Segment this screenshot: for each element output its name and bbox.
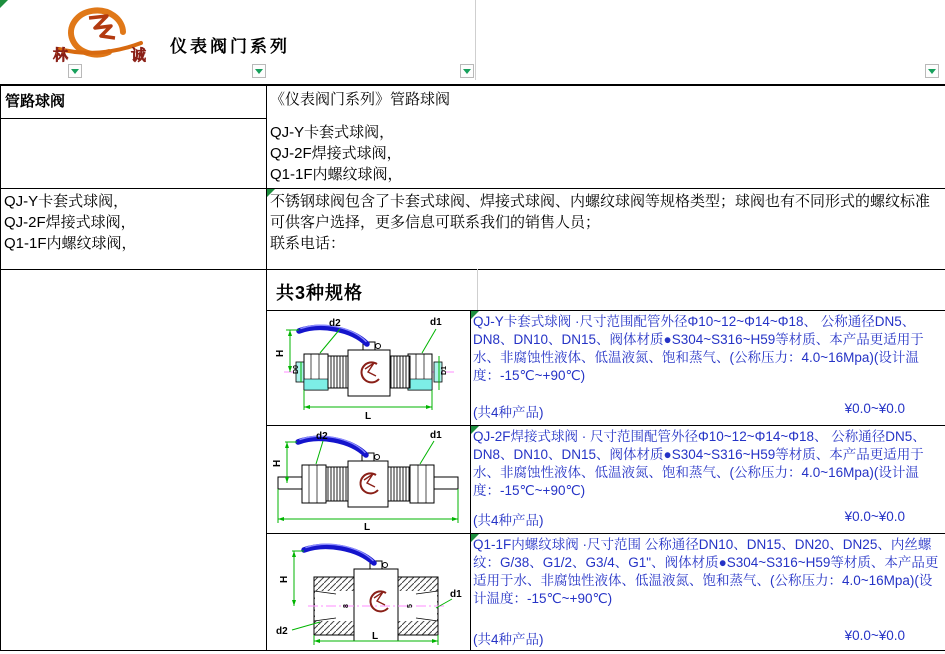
chevron-down-icon <box>255 69 263 74</box>
product-drawing-threaded <box>270 535 466 653</box>
page-title: 仪表阀门系列 <box>170 37 290 56</box>
product-name: QJ-2F焊接式球阀 <box>473 429 579 444</box>
variant-count: (共4种产品) <box>473 513 544 528</box>
chevron-down-icon <box>71 69 79 74</box>
valve-handle <box>298 438 366 455</box>
filter-dropdown-button-b[interactable] <box>252 64 266 78</box>
grid-line <box>0 650 945 651</box>
contact-label: 联系电话： <box>270 235 346 252</box>
cell-corner-marker <box>0 0 8 8</box>
grid-line <box>0 84 945 86</box>
price-range: ¥0.0~¥0.0 <box>844 509 905 524</box>
product-specs: ·尺寸范围 公称通径DN10、DN15、DN20、DN25、内丝螺纹：G/38、G1/2、G3/4、G1"、阀体材质●S304~S316~H59等材质、本产品更适用于水、非腐蚀性液体、低温液氮、饱和蒸气、(公称压力：4.0~16Mpa)(设计温度：-15℃~+90℃) <box>473 537 939 606</box>
dim-label-D1: D1 <box>441 366 448 375</box>
description-text: 不锈钢球阀包含了卡套式球阀、焊接式球阀、内螺纹球阀等规格类型；球阀也有不同形式的螺纹标准可供客户选择，更多信息可联系我们的销售人员； <box>270 193 931 231</box>
product-footer-3 <box>473 628 905 648</box>
logo-char-right: 诚 <box>131 47 147 64</box>
product-specs: ·尺寸范围配管外径Φ10~12~Φ14~Φ18、 公称通径DN5、DN8、DN10、DN15、阀体材质●S304~S316~H59等材质、本产品更适用于水、非腐蚀性液体、低温液氮、饱和蒸气、(公称压力：4.0~16Mpa)(设计温度：-15℃~+90℃) <box>473 314 924 383</box>
dim-label-d1: d1 <box>450 589 462 600</box>
left-category-title: 管路球阀 <box>5 93 66 110</box>
filter-dropdown-button-a[interactable] <box>68 64 82 78</box>
list-item: QJ-2F焊接式球阀， <box>270 145 402 162</box>
knurl-right <box>390 356 410 388</box>
list-item: Q1-1F内螺纹球阀， <box>270 166 403 183</box>
product-specs: · 尺寸范围配管外径Φ10~12~Φ14~Φ18、 公称通径DN5、DN8、DN10、DN15、阀体材质●S304~S316~H59等材质、本产品更适用于水、非腐蚀性液体、低温液氮、饱和蒸气、(公称压力：4.0~16Mpa)(设计温度：-15℃~+90℃) <box>473 429 926 498</box>
header-column-divider <box>475 0 476 80</box>
dim-label-D0: D0 <box>293 365 300 374</box>
dim-label-bore-right: 5 <box>407 604 414 608</box>
dim-label-H: H <box>272 459 283 467</box>
dim-label-d2: d2 <box>316 431 328 442</box>
company-logo <box>45 2 155 64</box>
dim-label-d2: d2 <box>329 318 341 329</box>
grid-line <box>477 269 478 310</box>
grid-line <box>470 310 471 651</box>
product-drawing-compression <box>270 312 466 427</box>
product-description-3 <box>473 536 939 608</box>
dim-label-d1: d1 <box>430 317 442 328</box>
price-range: ¥0.0~¥0.0 <box>844 628 905 643</box>
product-name: Q1-1F内螺纹球阀 <box>473 537 579 552</box>
nut-right <box>410 465 434 503</box>
knurl-left <box>326 467 348 501</box>
valve-handle <box>304 546 374 563</box>
chevron-down-icon <box>928 69 936 74</box>
list-item: QJ-Y卡套式球阀， <box>4 193 129 210</box>
variant-count: (共4种产品) <box>473 405 544 420</box>
filter-dropdown-button-c[interactable] <box>460 64 474 78</box>
product-name: QJ-Y卡套式球阀 <box>473 314 572 329</box>
nut-left <box>302 465 326 503</box>
dim-label-d2: d2 <box>276 626 288 637</box>
dim-label-L: L <box>365 411 372 422</box>
grid-line <box>266 84 267 651</box>
grid-line <box>0 269 945 270</box>
valve-handle <box>299 327 367 344</box>
product-drawing-welded <box>270 427 466 536</box>
dim-label-H: H <box>279 575 290 583</box>
product-description-2 <box>473 428 939 500</box>
grid-line <box>0 188 945 189</box>
description-cell <box>270 191 940 254</box>
knurl-left <box>328 356 348 388</box>
list-item: Q1-1F内螺纹球阀， <box>4 235 137 252</box>
left-valve-list <box>4 191 137 254</box>
dim-label-d1: d1 <box>430 430 442 441</box>
price-range: ¥0.0~¥0.0 <box>844 401 905 416</box>
grid-line <box>0 118 266 119</box>
logo-glyph <box>89 16 115 38</box>
product-footer-2 <box>473 509 905 529</box>
list-item: QJ-Y卡套式球阀， <box>270 124 395 141</box>
product-description-1 <box>473 313 939 385</box>
grid-line <box>266 310 945 311</box>
series-valve-list <box>270 122 403 185</box>
dim-label-bore-left: 8 <box>343 604 350 608</box>
dim-label-L: L <box>364 522 371 531</box>
dim-label-H: H <box>275 349 286 357</box>
logo-char-left: 林 <box>53 47 69 64</box>
chevron-down-icon <box>463 69 471 74</box>
grid-line <box>0 84 1 651</box>
series-title: 《仪表阀门系列》管路球阀 <box>270 91 451 108</box>
list-item: QJ-2F焊接式球阀， <box>4 214 136 231</box>
spec-count-heading: 共3种规格 <box>276 283 364 303</box>
weld-pipe-left <box>278 477 302 489</box>
filter-dropdown-button-d[interactable] <box>925 64 939 78</box>
ferrule-left <box>304 379 328 390</box>
ferrule-right <box>408 379 432 390</box>
knurl-right <box>388 467 410 501</box>
dim-label-L: L <box>372 631 379 642</box>
weld-pipe-right <box>434 477 458 489</box>
variant-count: (共4种产品) <box>473 632 544 647</box>
product-footer-1 <box>473 401 905 421</box>
